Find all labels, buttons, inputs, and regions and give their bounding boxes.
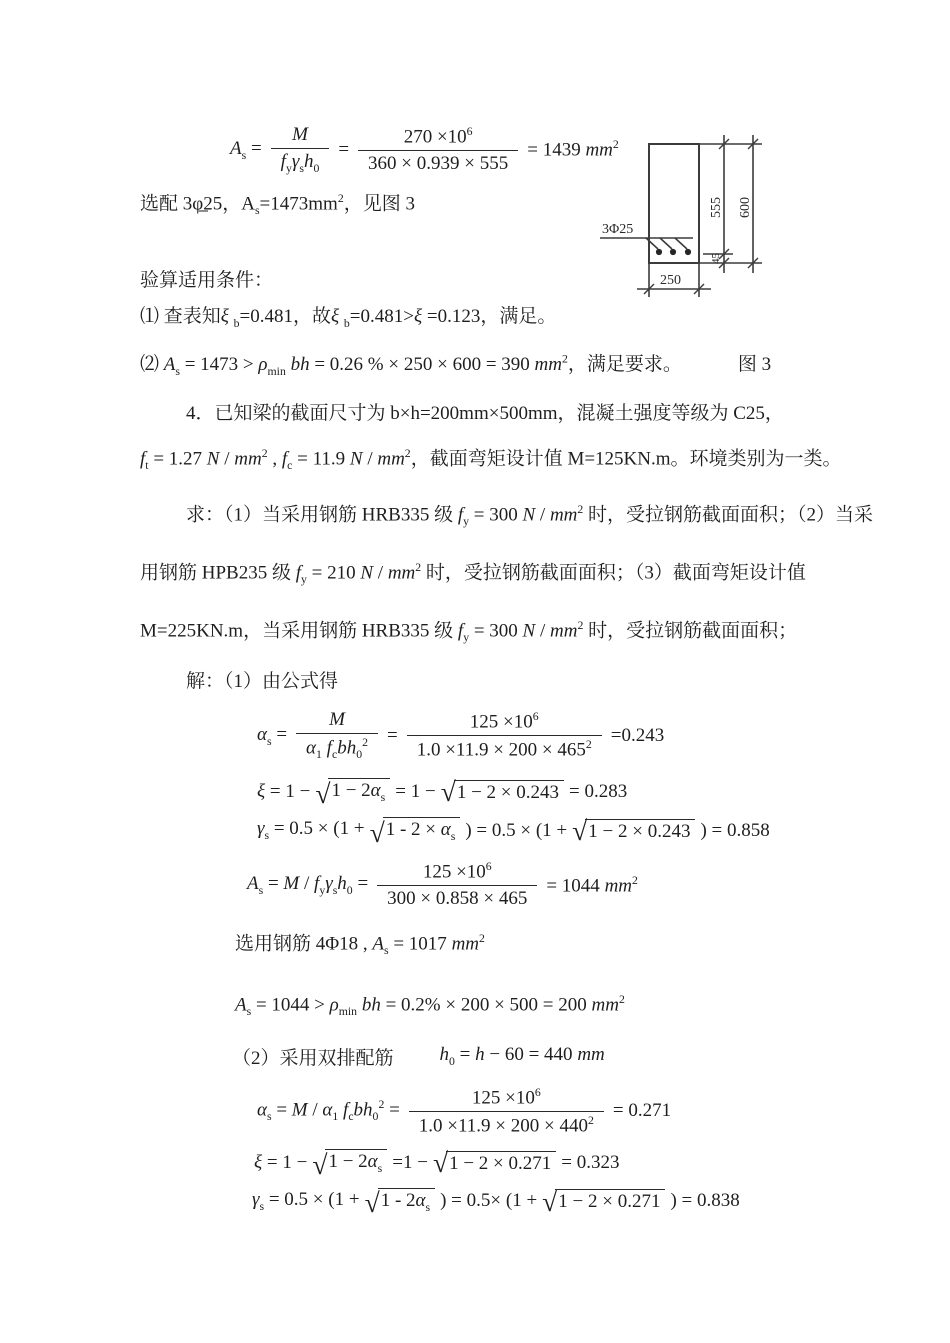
formula-gamma-s-2 <box>250 1186 860 1219</box>
math-segment: $A_s = M / f_y\gamma_sh_0$ = <box>247 872 369 897</box>
formula-gamma-s-1 <box>255 815 860 848</box>
radicand: $1 - 2\alpha_s$ <box>378 1188 435 1215</box>
check-item-1: ⑴ 查表知ξ $_b$=0.481，故ξ $_b$=0.481>ξ =0.123，满足。 <box>140 305 557 330</box>
math-segment: $\alpha_s$ = <box>257 723 288 748</box>
problem-ask-line-3: M=225KN.m，当采用钢筋 HRB335 级 $f_y = 300$ N / $mm^2$ 时，受拉钢筋截面面积； <box>140 619 798 645</box>
problem-ask-line-2: 用钢筋 HPB235 级 $f_y = 210$ N / $mm^2$ 时，受拉钢筋截面面积；（3）截面弯矩设计值 <box>140 561 806 587</box>
radicand: 1 − 2 × 0.271 <box>446 1151 556 1175</box>
dim-label-555: 555 <box>709 197 724 218</box>
radicand: 1 − 2 × 0.243 <box>454 780 564 804</box>
formula-min-reinforcement-check: $A_s = 1044 > \rho_{min}$ bh = 0.2% × 200 × 500 = 200 $mm^2$ <box>235 992 625 1018</box>
math-segment: $\alpha_s = M / \alpha_1$ $f_cbh_0^2$ = <box>257 1098 400 1124</box>
problem-4-intro-line-1: 4．已知梁的截面尺寸为 b×h=200mm×500mm，混凝土强度等级为 C25， <box>186 402 784 424</box>
math-segment: ξ = 1 − <box>257 780 311 802</box>
radicand: 1 − 2 × 0.271 <box>555 1189 665 1213</box>
formula-xi-2 <box>252 1147 860 1180</box>
radical-sign: √ <box>440 776 456 808</box>
math-segment: = <box>338 138 350 160</box>
math-segment: $\gamma_s = 0.5 \times (1$ + <box>257 818 365 843</box>
radical-sign: √ <box>364 1187 380 1219</box>
radical <box>432 1147 556 1179</box>
radical <box>440 776 564 808</box>
math-segment: $\gamma_s = 0.5 \times (1$ + <box>252 1189 360 1213</box>
dim-label-45: 45 <box>710 253 722 264</box>
radical <box>369 816 461 848</box>
radical <box>572 815 695 847</box>
fraction <box>296 709 378 762</box>
math-segment: =1 − <box>392 1151 428 1173</box>
line-bar-selection-2: 选用钢筋 4Φ18 , $A_s = 1017$ $mm^2$ <box>235 932 485 958</box>
radical-sign: √ <box>312 1148 328 1180</box>
rebar-label: 3Φ25 <box>602 222 634 237</box>
fraction-denominator: $1.0 \times 11.9 \times 200 \times 465^2$ <box>407 735 602 761</box>
math-segment: = 1439 $mm^2$ <box>527 138 619 161</box>
math-segment: ) = 0.838 <box>670 1190 740 1212</box>
problem-ask-line-1: 求：（1）当采用钢筋 HRB335 级 $f_y = 300$ N / $mm^2$ 时，受拉钢筋截面面积；（2）当采 <box>186 502 874 529</box>
fraction-numerator: $270 \times 10^6$ <box>403 124 473 148</box>
fraction-numerator: $125 \times 10^6$ <box>422 860 492 883</box>
document-content <box>140 116 874 1219</box>
radical-sign: √ <box>572 815 588 847</box>
fraction-denominator: 360 × 0.939 × 555 <box>358 150 518 175</box>
math-segment: = 1 − <box>395 780 436 802</box>
fraction <box>409 1086 604 1138</box>
fraction <box>358 125 518 175</box>
radical <box>315 777 390 809</box>
math-segment: = 0.283 <box>569 780 628 802</box>
formula-alpha-s-1 <box>255 709 860 762</box>
radical-sign: √ <box>542 1186 558 1218</box>
radical-sign: √ <box>369 816 385 848</box>
dim-label-250: 250 <box>660 273 681 288</box>
math-segment: ) = 0.5 × (1 + <box>465 819 568 841</box>
radicand: $1 - 2 \times \alpha_s$ <box>383 817 461 844</box>
math-segment: = 0.271 <box>612 1100 672 1122</box>
fraction-denominator: $\alpha_1$ $f_cbh_0^2$ <box>296 733 378 762</box>
formula-as-1 <box>245 860 860 910</box>
fraction-denominator: $1.0 \times 11.9 \times 200 \times 440^2$ <box>409 1111 604 1137</box>
radicand: $1 - 2\alpha_s$ <box>328 778 390 805</box>
solution-heading: 解：（1）由公式得 <box>186 671 339 693</box>
math-segment: = <box>386 724 398 746</box>
math-segment: ξ = 1 − <box>254 1151 308 1173</box>
check-item-2-text: ⑵ $A_s = 1473 > \rho_{min}$ bh = 0.26 % × 250 × 600 = 390 $mm^2$，满足要求。 <box>140 352 682 378</box>
double-row-label: （2）采用双排配筋 <box>232 1047 394 1069</box>
fraction-numerator: $125 \times 10^6$ <box>469 710 539 733</box>
math-segment: = 0.323 <box>561 1151 620 1173</box>
fraction <box>377 860 537 910</box>
fraction-denominator: 300 × 0.858 × 465 <box>377 885 537 910</box>
math-segment: =0.243 <box>610 724 665 746</box>
fraction-numerator: M <box>329 709 345 731</box>
formula-h0: $h_0 = h - 60 = 440$ mm <box>439 1043 605 1068</box>
radical <box>542 1186 665 1218</box>
problem-4-intro-line-2: $f_t = 1.27$ N / $mm^2$ , $f_c = 11.9$ N / $mm^2$，截面弯矩设计值 M=125KN.m。环境类别为一类。 <box>140 446 842 472</box>
dim-label-600: 600 <box>738 197 753 218</box>
formula-xi-1 <box>255 776 860 809</box>
heading-check-conditions: 验算适用条件： <box>140 269 274 291</box>
radical <box>312 1148 387 1180</box>
math-segment: = 1044 $mm^2$ <box>546 873 638 896</box>
fraction-denominator: $f_y\gamma_sh_0$ <box>271 148 330 176</box>
formula-as-required <box>228 124 860 176</box>
fraction-numerator: M <box>292 124 308 145</box>
figure-caption: 图 3 <box>737 354 772 376</box>
formula-alpha-s-2 <box>255 1086 860 1138</box>
fraction <box>271 124 330 176</box>
radical-sign: √ <box>432 1147 449 1179</box>
math-segment: ) = 0.858 <box>700 819 770 841</box>
math-segment: ) = 0.5× (1 + <box>440 1190 538 1212</box>
math-segment: $A_s$ = <box>230 137 262 162</box>
radicand: $1 - 2\alpha_s$ <box>325 1149 387 1176</box>
line-double-row <box>230 1043 860 1070</box>
line-bar-selection: 选配 3φ̲25，$A_s=1473mm^2$，见图 3 <box>140 191 415 217</box>
radicand: 1 − 2 × 0.243 <box>585 819 695 843</box>
fraction-numerator: $125 \times 10^6$ <box>471 1085 541 1108</box>
check-item-2 <box>140 345 860 387</box>
radical-sign: √ <box>315 777 331 809</box>
radical <box>364 1187 436 1219</box>
fraction <box>407 710 602 762</box>
